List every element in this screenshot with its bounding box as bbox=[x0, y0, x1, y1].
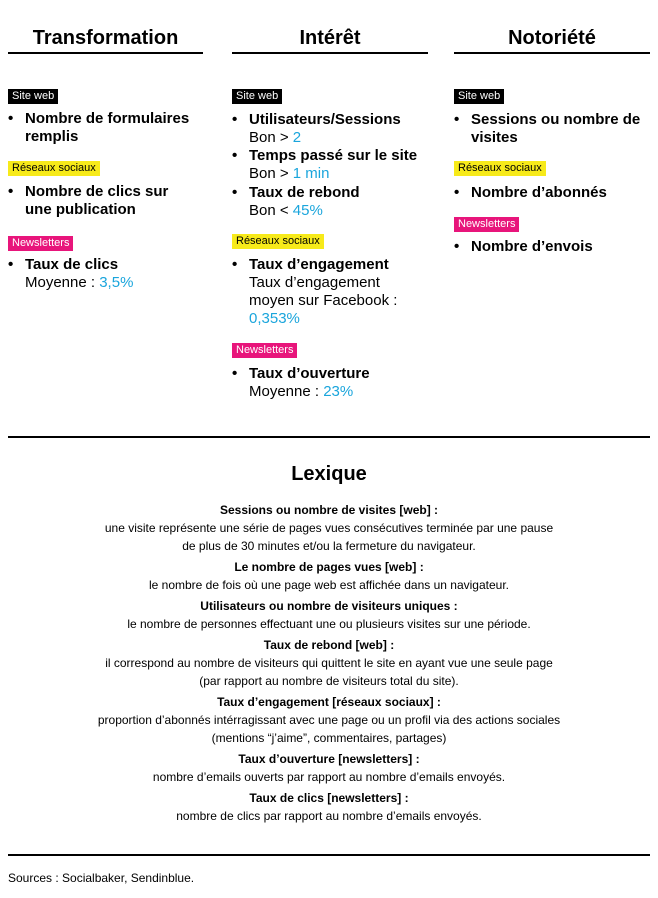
tag-newsletters: Newsletters bbox=[232, 343, 297, 358]
metric-taux-engagement bbox=[232, 256, 412, 328]
metric-detail-label: Bon > bbox=[249, 129, 293, 146]
metric-taux-clics bbox=[8, 256, 218, 292]
tag-reseaux-sociaux: Réseaux sociaux bbox=[232, 234, 324, 249]
lexique-definition: (mentions “j’aime”, commentaires, partages) bbox=[211, 731, 447, 745]
metric-detail-label: Bon < bbox=[249, 202, 293, 219]
metric-taux-ouverture bbox=[232, 365, 442, 401]
metric-title: Taux de clics bbox=[25, 256, 119, 273]
bullet-icon: • bbox=[8, 256, 14, 273]
lexique-definition: proportion d’abonnés intérragissant avec une page ou un profil via des actions sociales bbox=[97, 713, 561, 727]
metric-title: Nombre d’envois bbox=[471, 238, 593, 255]
lexique-entry-taux-ouverture bbox=[8, 750, 650, 786]
metric-detail bbox=[249, 129, 442, 147]
metric-detail bbox=[25, 274, 218, 292]
column-notoriete bbox=[454, 0, 650, 255]
lexique-entry-taux-engagement bbox=[8, 693, 650, 747]
metric-temps-passe bbox=[232, 147, 442, 183]
metric-value: 0,353% bbox=[249, 310, 300, 327]
lexique-title: Lexique bbox=[291, 463, 367, 485]
metric-taux-rebond bbox=[232, 184, 442, 220]
metric-title: Nombre d’abonnés bbox=[471, 184, 607, 201]
bullet-icon: • bbox=[8, 183, 14, 200]
metric-detail bbox=[249, 165, 442, 183]
tag-reseaux-sociaux: Réseaux sociaux bbox=[454, 161, 546, 176]
lexique-term: Taux d’ouverture [newsletters] : bbox=[238, 752, 420, 766]
lexique-term: Taux d’engagement [réseaux sociaux] : bbox=[217, 695, 441, 709]
metric-detail bbox=[249, 383, 442, 401]
metric-title: Taux d’ouverture bbox=[249, 365, 370, 382]
metric-title: Temps passé sur le site bbox=[249, 147, 418, 164]
metric-detail bbox=[249, 202, 442, 220]
lexique-term: Taux de clics [newsletters] : bbox=[249, 791, 409, 805]
divider-bottom bbox=[8, 854, 650, 856]
lexique-term: Le nombre de pages vues [web] : bbox=[234, 560, 424, 574]
metric-title: Utilisateurs/Sessions bbox=[249, 111, 401, 128]
bullet-icon: • bbox=[232, 256, 238, 273]
bullet-icon: • bbox=[454, 111, 460, 128]
lexique-definition: le nombre de personnes effectuant une ou plusieurs visites sur une période. bbox=[127, 617, 531, 631]
column-title: Notoriété bbox=[454, 0, 650, 54]
lexique-definition: il correspond au nombre de visiteurs qui quittent le site en ayant vue une seule page bbox=[105, 656, 553, 670]
bullet-icon: • bbox=[454, 238, 460, 255]
metric-clics-publication bbox=[8, 183, 188, 219]
tag-site-web: Site web bbox=[454, 89, 504, 104]
metric-value: 1 min bbox=[292, 165, 330, 182]
metric-title: Taux de rebond bbox=[249, 184, 360, 201]
lexique-term: Taux de rebond [web] : bbox=[263, 638, 395, 652]
column-title: Intérêt bbox=[232, 0, 428, 54]
metric-value: 23% bbox=[323, 383, 354, 400]
bullet-icon: • bbox=[232, 111, 238, 128]
tag-site-web: Site web bbox=[8, 89, 58, 104]
metric-title: Sessions ou nombre de visites bbox=[471, 111, 641, 146]
lexique-definition: le nombre de fois où une page web est affichée dans un navigateur. bbox=[148, 578, 510, 592]
divider-top bbox=[8, 436, 650, 438]
column-interet bbox=[232, 0, 428, 400]
metric-value: 2 bbox=[292, 129, 302, 146]
lexique-definition: nombre d’emails ouverts par rapport au nombre d’emails envoyés. bbox=[152, 770, 506, 784]
metric-detail-label: Taux d’engagement moyen sur Facebook : bbox=[249, 274, 398, 309]
bullet-icon: • bbox=[232, 365, 238, 382]
lexique-definition: de plus de 30 minutes et/ou la fermeture du navigateur. bbox=[182, 539, 476, 553]
bullet-icon: • bbox=[232, 184, 238, 201]
lexique-entries bbox=[8, 501, 650, 825]
metric-detail-label: Moyenne : bbox=[249, 383, 324, 400]
sources-note: Sources : Socialbaker, Sendinblue. bbox=[8, 871, 195, 885]
lexique-entry-pages-vues bbox=[8, 558, 650, 594]
metric-value: 3,5% bbox=[99, 274, 134, 291]
lexique-term: Sessions ou nombre de visites [web] : bbox=[219, 503, 439, 517]
metric-utilisateurs-sessions bbox=[232, 111, 442, 147]
tag-newsletters: Newsletters bbox=[454, 217, 519, 232]
lexique-definition: une visite représente une série de pages vues consécutives terminée par une pause bbox=[104, 521, 554, 535]
column-transformation bbox=[8, 0, 203, 291]
bullet-icon: • bbox=[232, 147, 238, 164]
metric-nombre-abonnes bbox=[454, 184, 650, 202]
lexique-section bbox=[8, 456, 650, 825]
lexique-term: Utilisateurs ou nombre de visiteurs uniques : bbox=[200, 599, 458, 613]
bullet-icon: • bbox=[8, 110, 14, 127]
column-title: Transformation bbox=[8, 0, 203, 54]
lexique-entry-sessions bbox=[8, 501, 650, 555]
lexique-definition: nombre de clics par rapport au nombre d’emails envoyés. bbox=[176, 809, 482, 823]
tag-site-web: Site web bbox=[232, 89, 282, 104]
metric-detail-label: Moyenne : bbox=[25, 274, 100, 291]
tag-newsletters: Newsletters bbox=[8, 236, 73, 251]
lexique-entry-taux-rebond bbox=[8, 636, 650, 690]
metric-formulaires bbox=[8, 110, 218, 146]
metric-title: Taux d’engagement bbox=[249, 256, 389, 273]
lexique-entry-utilisateurs bbox=[8, 597, 650, 633]
bullet-icon: • bbox=[454, 184, 460, 201]
metric-title: Nombre de clics sur une publication bbox=[25, 183, 169, 218]
tag-reseaux-sociaux: Réseaux sociaux bbox=[8, 161, 100, 176]
metric-detail-label: Bon > bbox=[249, 165, 293, 182]
metric-nombre-envois bbox=[454, 238, 650, 256]
metric-value: 45% bbox=[292, 202, 323, 219]
lexique-entry-taux-clics bbox=[8, 789, 650, 825]
lexique-definition: (par rapport au nombre de visiteurs total du site). bbox=[199, 674, 459, 688]
metric-title: Nombre de formulaires remplis bbox=[25, 110, 190, 145]
metric-sessions-visites bbox=[454, 111, 650, 147]
